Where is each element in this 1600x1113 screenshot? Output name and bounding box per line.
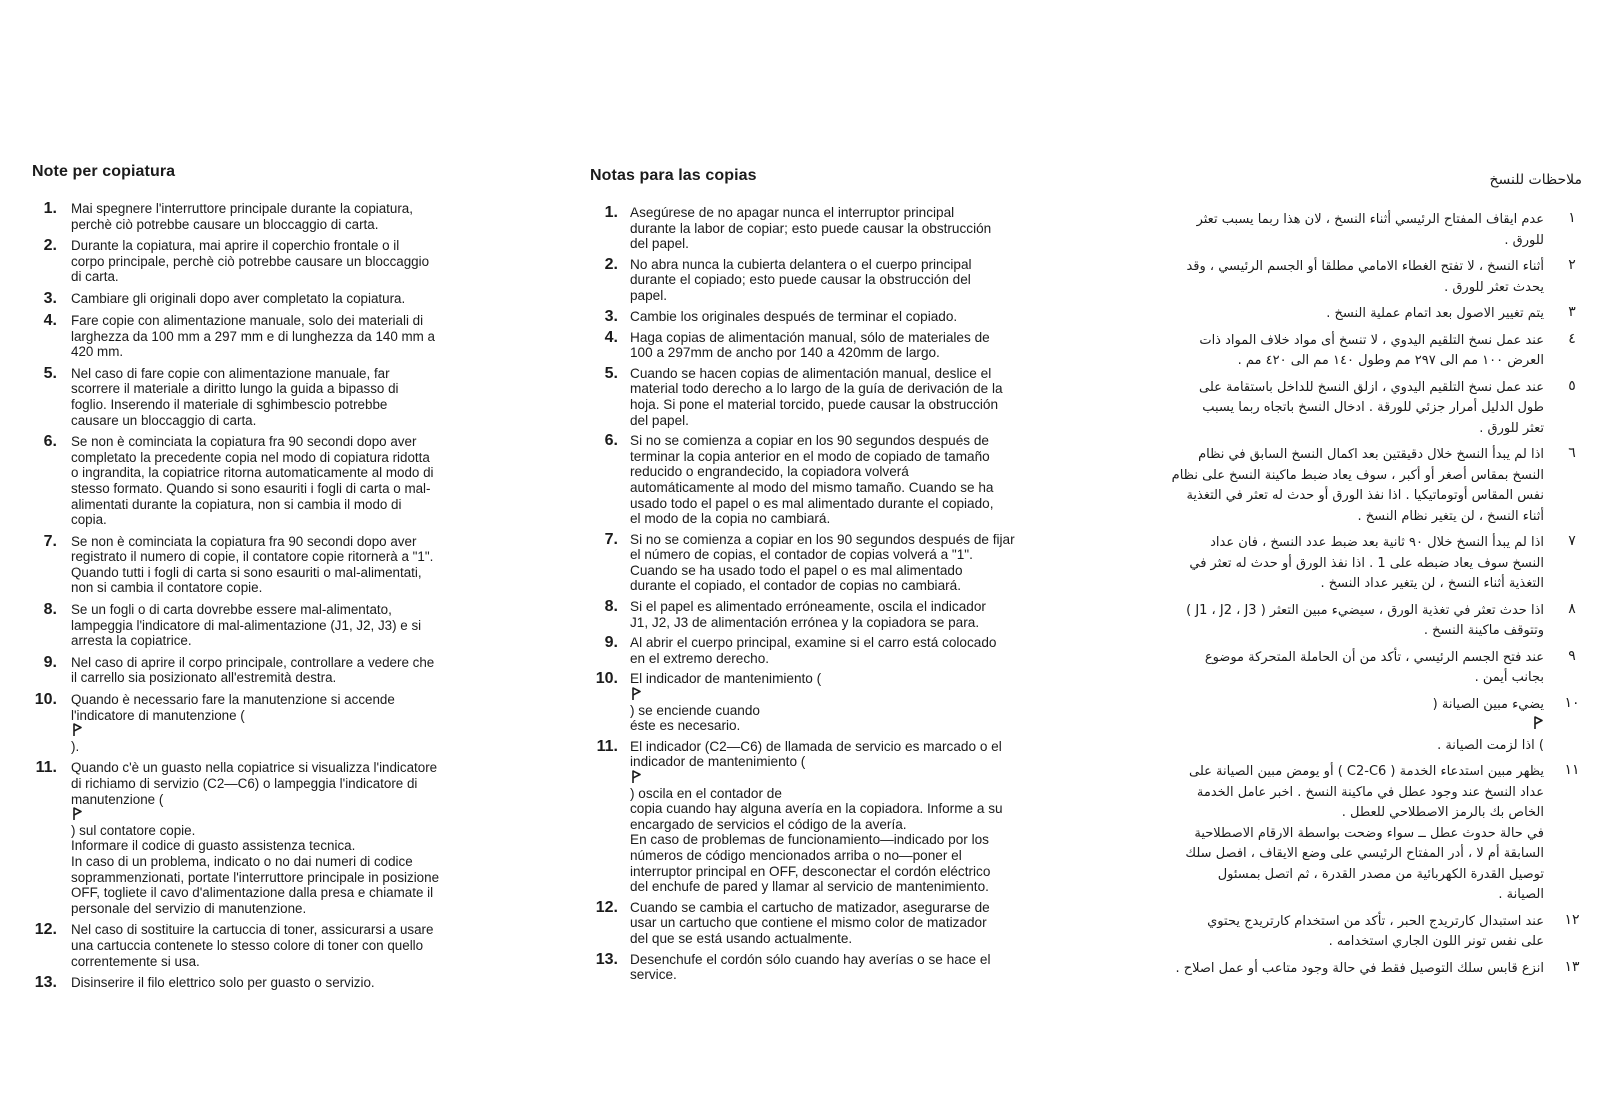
spanish-notes-heading: Notas para las copias: [590, 167, 757, 184]
note-text: [71, 692, 532, 754]
maintenance-indicator-icon: [630, 687, 642, 701]
note-text: [1096, 762, 1544, 906]
note-text: أثناء النسخ ، لا تفتح الغطاء الامامي مطلقا أو الجسم الرئيسي ، وقد يحدث تعثر للورق .: [1186, 259, 1544, 295]
note-number: ٤: [1568, 330, 1576, 347]
note-item: [32, 291, 532, 307]
note-item: [590, 330, 1085, 361]
note-item: [590, 433, 1085, 527]
note-text: Fare copie con alimentazione manuale, solo dei materiali di larghezza da 100 mm a 297 mm e di lunghezza da 140 mm a 420 mm.: [71, 312, 435, 360]
note-text: عدم ايقاف المفتاح الرئيسي أثناء النسخ ، لان هذا ربما يسبب تعثر للورق .: [1196, 212, 1544, 248]
maintenance-indicator-icon: [71, 807, 83, 821]
italian-notes-section: [32, 163, 532, 997]
note-number: 1.: [43, 200, 57, 217]
note-number: 6.: [604, 432, 618, 450]
note-number: 3.: [43, 289, 57, 307]
note-text: Mai spegnere l'interruttore principale durante la copiatura, perchè ciò potrebbe causare un bloccaggio di carta.: [71, 201, 413, 232]
note-text: Al abrir el cuerpo principal, examine si el carro está colocado en el extremo derecho.: [630, 635, 997, 666]
note-text: Cuando se hacen copias de alimentación manual, deslice el material todo derecho a lo largo de la guía de derivación de la hoja. Si pone el material torcido, puede causar la obstrucción del papel.: [630, 365, 1003, 428]
note-number: ٥: [1568, 377, 1576, 394]
note-number: 13.: [595, 950, 618, 968]
note-item: [1096, 762, 1582, 906]
arabic-notes-section: [1096, 172, 1582, 985]
note-item: [590, 739, 1085, 895]
note-number: ٩: [1568, 647, 1576, 664]
note-number: ١٢: [1564, 911, 1580, 928]
note-item: [32, 238, 532, 285]
note-number: 5.: [604, 364, 618, 382]
note-text: Disinserire il filo elettrico solo per guasto o servizio.: [71, 975, 375, 991]
note-text: Se non è cominciata la copiatura fra 90 secondi dopo aver registrato il numero di copie, il contatore copie ritornerà a "1". Quando tutti i fogli di carta si sono esauriti o mal-alimentati, non si cambia il contatore copie.: [71, 533, 434, 596]
note-item: [1096, 648, 1582, 689]
note-text: [630, 739, 1085, 895]
italian-notes-heading: Note per copiatura: [32, 163, 176, 180]
note-item: [32, 201, 532, 232]
note-text: [630, 671, 1085, 733]
note-number: 5.: [43, 364, 57, 382]
note-text: اذا لم يبدأ النسخ خلال دقيقتين بعد اكمال النسخ السابق في نظام النسخ بمقاس أصغر أو أكبر ، سوف يعاد ضبط ماكينة النسخ على نظام نفس المقاس أوتوماتيكيا . اذا نفذ الورق أو حدث له تعثر في التغذية أثناء النسخ ، لن يتغير نظام النسخ .: [1171, 447, 1544, 524]
note-text-part: ).: [71, 738, 80, 754]
note-text: Nel caso di aprire il corpo principale, controllare a vedere che il carrello sia posizionato all'estremità destra.: [71, 654, 435, 686]
note-text: Nel caso di sostituire la cartuccia di toner, assicurarsi a usare una cartuccia contenete lo stesso colore di toner con quello correntemente si usa.: [71, 922, 434, 969]
note-text-part: En caso de problemas de funcionamiento—indicado por los números de código mencionados arriba o no—poner el interruptor principal en OFF, desconectar el cordón eléctrico del enchufe de pared y llamar al servicio de mantenimiento.: [630, 832, 991, 895]
note-number: ٨: [1568, 600, 1576, 617]
arabic-notes-list: [1096, 210, 1582, 979]
note-item: [590, 532, 1085, 594]
italian-notes-list: [32, 201, 532, 991]
note-text: [71, 760, 532, 916]
note-number: 10.: [595, 670, 618, 688]
note-text: Asegúrese de no apagar nunca el interruptor principal durante la labor de copiar; esto puede causar la obstrucción del papel.: [630, 205, 992, 252]
note-number: 7.: [43, 532, 57, 550]
note-text: Si el papel es alimentado erróneamente, oscila el indicador J1, J2, J3 de alimentación errónea y la copiadora se para.: [630, 599, 986, 630]
note-item: [1096, 445, 1582, 527]
note-number: 11.: [35, 759, 57, 777]
note-number: 11.: [596, 737, 618, 755]
note-text: اذا لم يبدأ النسخ خلال ٩٠ ثانية بعد ضبط عدد النسخ ، فان عداد النسخ سوف يعاد ضبطه على 1 . اذا نفذ الورق أو حدث له تعثر في التغذية أثناء النسخ ، لن يتغير عداد النسخ .: [1189, 535, 1544, 591]
note-item: [32, 922, 532, 969]
note-text-part: Quando c'è un guasto nella copiatrice si visualizza l'indicatore di richiamo di servizio (C2—C6) o lampeggia l'indicatore di manutenzione (: [71, 760, 438, 807]
note-item: [32, 366, 532, 428]
note-item: [590, 635, 1085, 666]
note-number: ٦: [1568, 445, 1576, 461]
note-number: 12.: [34, 921, 57, 939]
note-item: [590, 205, 1085, 252]
note-item: [32, 655, 532, 686]
note-text: اذا حدث تعثر في تغذية الورق ، سيضيء مبين التعثر ( J1 ، J2 ، J3 ) وتتوقف ماكينة النسخ .: [1186, 602, 1544, 638]
note-number: 4.: [43, 311, 57, 329]
note-item: [32, 975, 532, 991]
note-text: Cambiare gli originali dopo aver completato la copiatura.: [71, 290, 406, 306]
note-item: [1096, 695, 1582, 757]
note-number: 8.: [43, 601, 57, 619]
note-item: [590, 671, 1085, 733]
note-item: [32, 602, 532, 649]
note-text-part: In caso di un problema, indicato o no dai numeri di codice soprammenzionati, portate l'interruttore principale in posizione OFF, togliete il cavo d'alimentazione dalla presa e chiamate il personale del servizio di manutenzione.: [71, 853, 440, 916]
note-text-part: في حالة حدوث عطل ــ سواء وضحت بواسطة الارقام الاصطلاحية السابقة أم لا ، أدر المفتاح الرئيسي على وضع الايقاف ، افصل سلك توصيل القدرة الكهربائية من مصدر القدرة ، ثم اتصل بمسئول الصيانة .: [1185, 825, 1544, 902]
note-number: 12.: [595, 898, 618, 916]
spanish-notes-list: [590, 205, 1085, 983]
note-number: 8.: [604, 598, 618, 616]
note-item: [1096, 601, 1582, 642]
note-item: [1096, 378, 1582, 440]
note-text: Haga copias de alimentación manual, sólo de materiales de 100 a 297mm de ancho por 140 a 420mm de largo.: [630, 329, 990, 361]
note-text: Cuando se cambia el cartucho de matizador, asegurarse de usar un cartucho que contiene el mismo color de matizador del que se está usando actualmente.: [630, 899, 990, 946]
note-number: ٣: [1568, 304, 1576, 320]
note-item: [590, 257, 1085, 304]
arabic-notes-heading: ملاحظات للنسخ: [1489, 172, 1582, 188]
note-text: عند عمل نسخ التلقيم اليدوي ، لا تنسخ أى مواد خلاف المواد ذات العرض ١٠٠ مم الى ٢٩٧ مم وطول ١٤٠ مم الى ٤٢٠ مم .: [1199, 332, 1544, 368]
note-item: [1096, 533, 1582, 595]
note-number: 6.: [43, 433, 57, 451]
note-item: [590, 599, 1085, 630]
note-number: 4.: [604, 328, 618, 346]
note-item: [590, 900, 1085, 947]
note-text-part: ) oscila en el contador de copia cuando hay alguna avería en la copiadora. Informe a su encargado de servicios el código de la avería.: [630, 785, 1003, 832]
note-number: 7.: [604, 530, 618, 548]
note-text: No abra nunca la cubierta delantera o el cuerpo principal durante el copiado; esto puede causar la obstrucción del papel.: [630, 256, 972, 303]
note-text-part: El indicador (C2—C6) de llamada de servicio es marcado o el indicador de mantenimiento (: [630, 738, 1002, 770]
note-text-part: ) اذا لزمت الصيانة .: [1437, 737, 1544, 753]
note-number: ١١: [1564, 762, 1580, 778]
maintenance-indicator-icon: [1532, 716, 1544, 730]
note-text: Si no se comienza a copiar en los 90 segundos después de terminar la copia anterior en el modo de copiado de tamaño reducido o engrandecido, la copiadora volverá automáticamente al modo del mismo tamaño. Cuando se ha usado todo el papel o es mal alimentado durante el copiado, el modo de la copia no cambiará.: [630, 433, 994, 527]
note-item: [590, 366, 1085, 428]
note-text: Se non è cominciata la copiatura fra 90 secondi dopo aver completato la precedente copia nel modo di copiatura ridotta o ingrandita, la copiatrice ritorna automaticamente al modo di stesso formato. Quando si sono esauriti i fogli di carta o mal- alimentati durante la copiatura, non si cambia il modo di copia.: [71, 434, 434, 528]
note-text: Si no se comienza a copiar en los 90 segundos después de fijar el número de copias, el contador de copias volverá a "1". Cuando se ha usado todo el papel o es mal alimentado durante el copiado, el contador de copias no cambiará.: [630, 531, 1015, 594]
note-number: 2.: [604, 255, 618, 273]
note-item: [1096, 257, 1582, 298]
note-text: Se un fogli o di carta dovrebbe essere mal-alimentato, lampeggia l'indicatore di mal-alimentazione (J1, J2, J3) e si arresta la copiatrice.: [71, 602, 422, 649]
note-number: ١: [1568, 210, 1576, 226]
note-number: ١٠: [1564, 694, 1580, 711]
note-item: [1096, 210, 1582, 251]
note-text: Nel caso di fare copie con alimentazione manuale, far scorrere il materiale a diritto lungo la guida a bipasso di foglio. Inserendo il materiale di sghimbescio potrebbe causare un bloccaggio di carta.: [71, 365, 399, 428]
note-text-part: ) se enciende cuando éste es necesario.: [630, 702, 760, 734]
note-text: انزع قابس سلك التوصيل فقط في حالة وجود متاعب أو عمل اصلاح .: [1175, 960, 1544, 976]
note-number: 3.: [604, 307, 618, 325]
note-text-part: El indicador de mantenimiento (: [630, 671, 822, 687]
note-text: Desenchufe el cordón sólo cuando hay averías o se hace el service.: [630, 951, 991, 983]
note-number: 1.: [604, 204, 618, 221]
note-item: [1096, 959, 1582, 980]
note-item: [1096, 912, 1582, 953]
note-number: 13.: [34, 974, 57, 992]
note-text: Durante la copiatura, mai aprire il coperchio frontale o il corpo principale, perchè ciò potrebbe causare un bloccaggio di carta.: [71, 238, 430, 285]
note-text-part: يظهر مبين استدعاء الخدمة ( C2-C6 ) أو يومض مبين الصيانة على عداد النسخ عند وجود عطل في ماكينة النسخ . اخبر عامل الخدمة الخاص بك بالرمز الاصطلاحي للعطل .: [1189, 764, 1544, 820]
note-text-part: يضيء مبين الصيانة (: [1432, 696, 1544, 712]
note-item: [32, 534, 532, 596]
note-item: [32, 692, 532, 754]
note-number: 10.: [34, 691, 57, 709]
spanish-notes-section: [590, 167, 1085, 988]
maintenance-indicator-icon: [630, 770, 642, 784]
note-item: [32, 434, 532, 528]
note-item: [1096, 304, 1582, 325]
maintenance-indicator-icon: [71, 723, 83, 737]
note-number: 9.: [43, 653, 57, 671]
note-text: يتم تغيير الاصول بعد اتمام عملية النسخ .: [1326, 306, 1544, 321]
note-text: عند عمل نسخ التلقيم اليدوي ، ازلق النسخ للداخل باستقامة على طول الدليل أمرار جزئي للورقة . ادخال النسخ باتجاه ربما يسبب تعثر للورق .: [1199, 379, 1544, 436]
note-text: Cambie los originales después de terminar el copiado.: [630, 308, 958, 324]
note-text-part: ) sul contatore copie. Informare il codice di guasto assistenza tecnica.: [71, 822, 356, 854]
note-text-part: Quando è necessario fare la manutenzione si accende l'indicatore di manutenzione (: [71, 692, 395, 723]
note-text: عند استبدال كارتريدج الحبر ، تأكد من استخدام كارتريدج يحتوي على نفس تونر اللون الجاري استخدامه .: [1207, 913, 1544, 949]
note-number: ٢: [1568, 257, 1576, 273]
note-text: [1096, 695, 1544, 757]
note-number: ٧: [1568, 533, 1576, 549]
note-number: 9.: [604, 634, 618, 652]
note-number: ١٣: [1564, 958, 1580, 975]
note-item: [32, 313, 532, 360]
note-number: 2.: [43, 237, 57, 255]
note-item: [1096, 331, 1582, 372]
note-item: [590, 952, 1085, 983]
note-item: [590, 309, 1085, 325]
note-item: [32, 760, 532, 916]
note-text: عند فتح الجسم الرئيسي ، تأكد من أن الحاملة المتحركة موضوع بجانب أيمن .: [1204, 649, 1544, 685]
